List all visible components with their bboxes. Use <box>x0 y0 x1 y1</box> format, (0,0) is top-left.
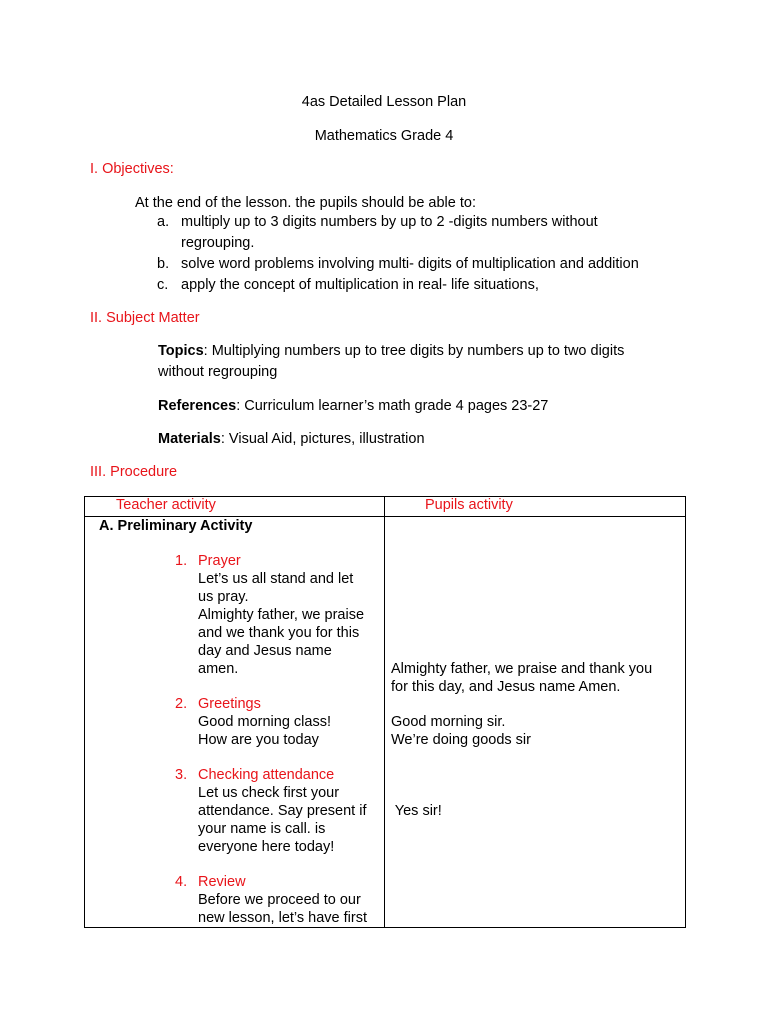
references-label: References <box>158 398 237 414</box>
references-text: : Curriculum learner’s math grade 4 pages 23-27 <box>236 398 549 414</box>
topics-text: : Multiplying numbers up to tree digits by numbers up to two digits <box>203 343 625 359</box>
topics-label: Topics <box>158 343 204 359</box>
subject-matter-heading: II. Subject Matter <box>90 310 200 326</box>
list-letter: b. <box>157 256 170 272</box>
pupil-response-prayer-cont: for this day, and Jesus name Amen. <box>391 679 621 695</box>
step-text: attendance. Say present if <box>198 803 367 819</box>
step-text: amen. <box>198 661 239 677</box>
step-number: 2. <box>175 696 188 712</box>
step-text: Almighty father, we praise <box>198 607 365 623</box>
step-title-review: Review <box>198 874 246 890</box>
procedure-heading: III. Procedure <box>90 464 178 480</box>
step-text: your name is call. is <box>198 821 326 837</box>
pupils-activity-cell <box>385 517 686 928</box>
list-text: apply the concept of multiplication in real- life situations, <box>181 277 539 293</box>
document-title: 4as Detailed Lesson Plan <box>301 94 467 110</box>
step-number: 1. <box>175 553 188 569</box>
references-line <box>158 397 548 415</box>
pupil-response-greetings: Good morning sir. <box>391 714 506 730</box>
column-header-pupils: Pupils activity <box>385 497 686 517</box>
procedure-table <box>84 496 686 928</box>
materials-text: : Visual Aid, pictures, illustration <box>220 431 425 447</box>
list-text: solve word problems involving multi- digits of multiplication and addition <box>181 256 639 272</box>
step-text: Before we proceed to our <box>198 892 361 908</box>
pupil-response-greetings-cont: We’re doing goods sir <box>391 732 531 748</box>
step-text: and we thank you for this <box>198 625 360 641</box>
step-text: Good morning class! <box>198 714 331 730</box>
pupil-response-attendance: Yes sir! <box>391 803 442 819</box>
materials-label: Materials <box>158 431 221 447</box>
list-text: multiply up to 3 digits numbers by up to 2 -digits numbers without <box>181 214 598 230</box>
materials-line <box>158 430 425 448</box>
column-header-teacher: Teacher activity <box>85 497 385 517</box>
step-text: everyone here today! <box>198 839 335 855</box>
step-number: 3. <box>175 767 188 783</box>
topics-line <box>158 342 624 360</box>
step-text: new lesson, let’s have first <box>198 910 367 926</box>
objectives-intro: At the end of the lesson. the pupils should be able to: <box>135 195 476 211</box>
step-title-attendance: Checking attendance <box>198 767 335 783</box>
list-letter: c. <box>157 277 169 293</box>
step-text: Let us check first your <box>198 785 340 801</box>
objectives-heading: I. Objectives: <box>90 161 174 177</box>
step-text: day and Jesus name <box>198 643 332 659</box>
step-text: How are you today <box>198 732 319 748</box>
section-heading: A. Preliminary Activity <box>99 518 253 534</box>
topics-line-cont: without regrouping <box>158 364 278 380</box>
step-title-prayer: Prayer <box>198 553 241 569</box>
list-text-cont: regrouping. <box>181 235 255 251</box>
step-number: 4. <box>175 874 188 890</box>
pupil-response-prayer: Almighty father, we praise and thank you <box>391 661 653 677</box>
step-title-greetings: Greetings <box>198 696 261 712</box>
document-subtitle: Mathematics Grade 4 <box>314 128 454 144</box>
list-letter: a. <box>157 214 170 230</box>
teacher-activity-cell <box>85 517 385 928</box>
step-text: us pray. <box>198 589 249 605</box>
step-text: Let’s us all stand and let <box>198 571 354 587</box>
